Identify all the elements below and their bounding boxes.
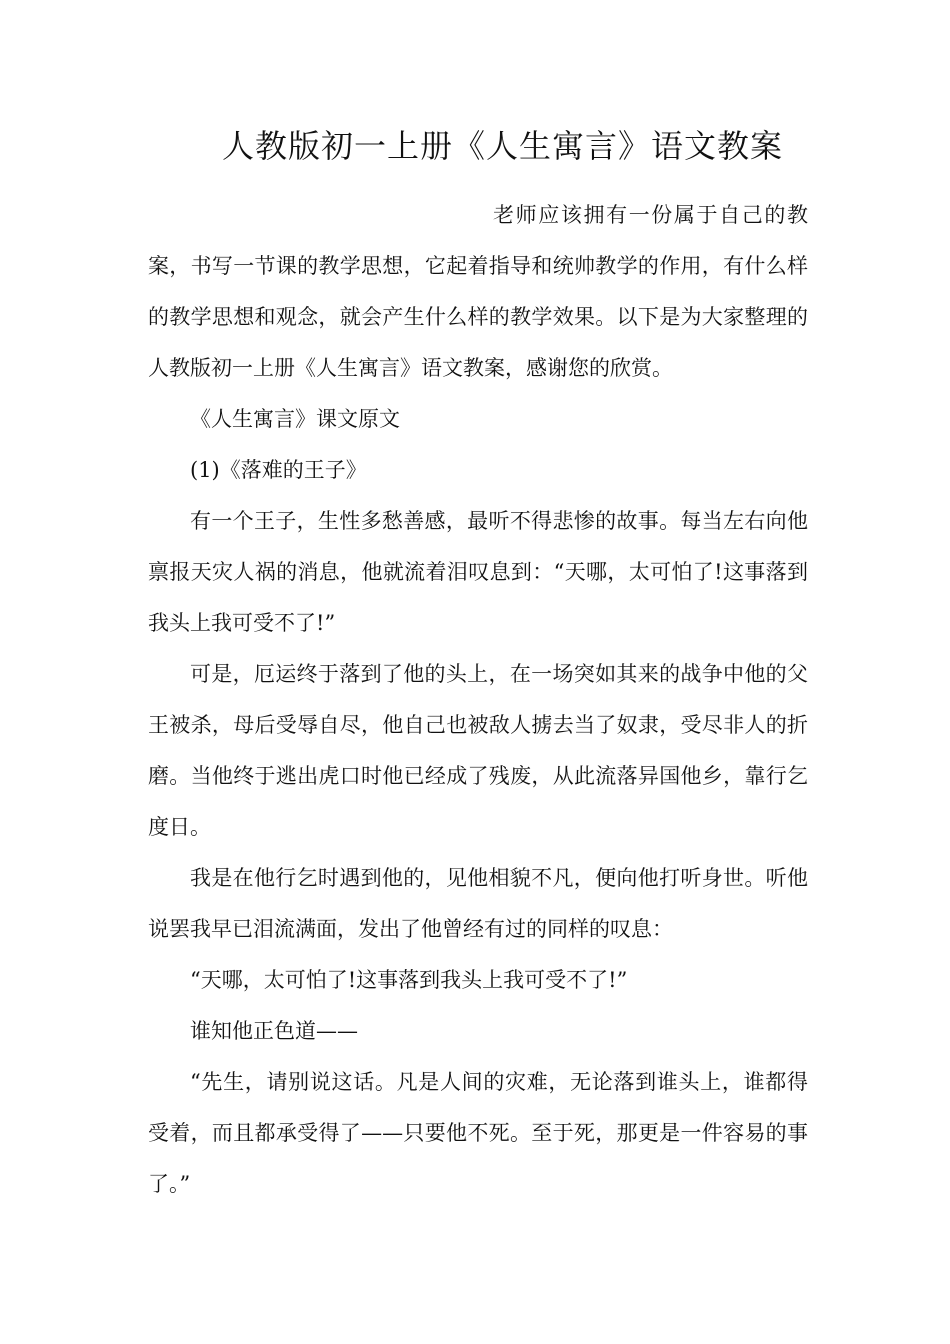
story-paragraph-1: 有一个王子，生性多愁善感，最听不得悲惨的故事。每当左右向他禀报天灾人祸的消息，他就流着泪叹息到：“天哪，太可怕了!这事落到我头上我可受不了!” [148, 509, 808, 635]
story-paragraph-2: 可是，厄运终于落到了他的头上，在一场突如其来的战争中他的父王被杀，母后受辱自尽，他自己也被敌人掳去当了奴隶，受尽非人的折磨。当他终于逃出虎口时他已经成了残废，从此流落异国他乡，靠行乞度日。 [148, 662, 808, 839]
story-paragraph-4: “天哪，太可怕了!这事落到我头上我可受不了!” [190, 968, 628, 992]
story-paragraph-3: 我是在他行乞时遇到他的，见他相貌不凡，便向他打听身世。听他说罢我早已泪流满面，发出了他曾经有过的同样的叹息： [148, 866, 808, 941]
document-title: 人教版初一上册《人生寓言》语文教案 [222, 127, 784, 165]
story-paragraph-6: “先生，请别说这话。凡是人间的灾难，无论落到谁头上，谁都得受着，而且都承受得了——只要他不死。至于死，那更是一件容易的事了。” [148, 1070, 808, 1196]
story-paragraph-5: 谁知他正色道—— [190, 1019, 358, 1043]
document-body [148, 190, 808, 1210]
section-heading: 《人生寓言》课文原文 [190, 407, 400, 431]
story-title: (1)《落难的王子》 [190, 458, 367, 482]
intro-paragraph: 老师应该拥有一份属于自己的教案，书写一节课的教学思想，它起着指导和统帅教学的作用，有什么样的教学思想和观念，就会产生什么样的教学效果。以下是为大家整理的人教版初一上册《人生寓言》语文教案，感谢您的欣赏。 [148, 203, 808, 380]
